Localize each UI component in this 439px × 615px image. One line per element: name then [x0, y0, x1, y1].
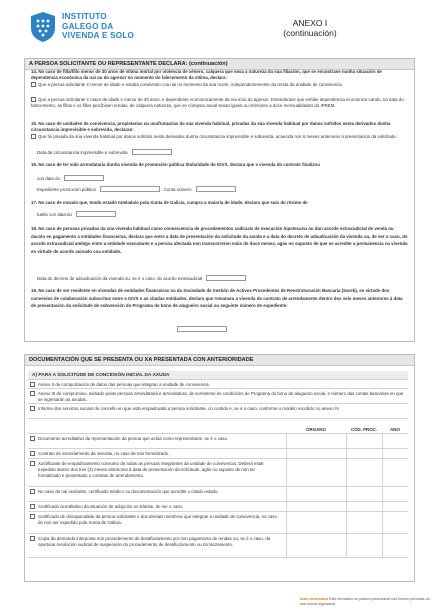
item-14-option-1-checkbox[interactable] [31, 82, 36, 87]
item-15-option-label: Que foi privada da súa vivenda habitual por danos sufridos nesta derivados dunha circunstancia imprevisible e sobrevida, acaecida nos 6 meses anteriores á presentación da solicitude. [38, 134, 398, 139]
doc-row-registration-checkbox[interactable] [30, 461, 35, 466]
annex-heading [250, 18, 370, 38]
item-15-date-row [37, 149, 408, 156]
doc-row-representation [28, 434, 408, 449]
item-16-file-label: Expediente promoción pública [37, 187, 96, 192]
coat-of-arms-icon [28, 10, 58, 44]
item-19-file-field[interactable] [177, 326, 227, 332]
doc-row-disability-cells [286, 512, 408, 533]
item-16-file-field[interactable] [100, 186, 160, 192]
item-14-option-1-label: Que a persoa solicitante é menor de idade e estaba convivindo coa nai no momento da súa morte, independentemente da renda da unidade de convivencia. [38, 82, 343, 87]
doc-row-social-report-checkbox[interactable] [30, 406, 35, 411]
documentation-subtitle-text: A) PARA A SOLICITUDE DE CONCESIÓN INICIAL DA AXUDA [32, 373, 170, 378]
doc-row-pregnancy-cells [286, 487, 408, 501]
doc-row-annex-ii-label: Anexo II de comprobación de datos das persoas que integran a unidade de convivencia. [38, 382, 210, 387]
declaration-section-title: A PERSOA SOLICITANTE OU REPRESENTANTE DECLARA: (continuación) [25, 59, 414, 70]
item-18-text: 18. No caso de persoas privadas da súa vivenda habitual como consecuencia de procedementos xudiciais de execución hipotecaria ou dun acordo extraxudicial de venda ou dación en pagamento a entidades financeiras, declara que entre a data de presentación da solicitude da axuda e a data do decreto de adxudicación da vivenda ou, de ser o caso, do acordo extraxudicial ambígo entre a entidade executante e a persoa afectada non transcorreron máis de doce meses, agás no suposto de que se acredite a permanencia na vivenda en virtude de acordo asinado coa entidade. [31, 226, 408, 254]
item-14-option-1 [31, 82, 408, 88]
item-18-date-row [37, 275, 408, 282]
item-14-option-2 [31, 97, 408, 109]
item-17-date-label: tutela con data do [37, 212, 72, 217]
doc-row-eviction [28, 534, 408, 558]
documentation-section-title: DOCUMENTACIÓN QUE SE PRESENTA OU XA PRESENTADA CON ANTERIORIDADE [25, 355, 414, 366]
col-header-proc-code: CÓD. PROC. [350, 427, 378, 432]
doc-row-pregnancy [28, 487, 408, 502]
item-15-date-label: Data da circunstancia imprevisible e sobrevida [37, 150, 128, 155]
doc-row-adoption-checkbox[interactable] [30, 504, 35, 509]
item-16-file-row [37, 186, 408, 193]
doc-row-representation-checkbox[interactable] [30, 436, 35, 441]
item-16-count-field[interactable] [196, 186, 236, 192]
item-14-option-2-checkbox[interactable] [31, 97, 36, 102]
logo-line-2: GALEGO DA [62, 21, 114, 31]
doc-row-pregnancy-label: No caso de nai vexitante, certificado médico ou documentación que acredite o citado estado. [38, 489, 219, 494]
doc-row-social-report-label: Informe dos servizos sociais do concello en que está empadroada a persoa solicitante, co contido e, se é o caso, conforme o modelo recollido no anexo IV. [38, 406, 340, 411]
item-16-count-label: . Conta número [161, 187, 192, 192]
annex-subtitle: (continuación) [283, 28, 337, 38]
item-15-option [31, 134, 408, 140]
doc-row-annex-iii-label: Anexo III de compromiso, asinado polas persoas arrendataria e arrendadora, de someterse ás condicións do Programa do bono de alugueiro social, e número das contas bancarias en que se ingresarán as axudas. [38, 391, 404, 402]
doc-column-header-cells [286, 425, 408, 433]
item-19-file-field-wrap [177, 318, 227, 336]
doc-row-lease-checkbox[interactable] [30, 451, 35, 456]
igvs-logo [28, 10, 178, 50]
item-14-option-2-label: Que a persoa solicitante é maior de idade e menor de 30 anos, e dependente economicamente da nai e/ou do agresor. Entenderase que exhibe dependencia económica cando, na data do falecemento, as fillas e os fillos percibisen rendas, de calquera natureza, que en cómputo anual sexan iguais ou inferiores a doce mensualidades do IPREM. [31, 97, 404, 109]
annex-title: ANEXO I [292, 18, 328, 28]
item-18-date-label: Data do decreto de adxudicación da vivenda ou, se é o caso, do acordo extraxudicial [37, 276, 203, 281]
item-16-date-label: con data do [37, 176, 60, 181]
doc-column-headers [28, 425, 408, 434]
item-15-date-field[interactable] [132, 149, 172, 155]
footer-note [300, 597, 430, 606]
item-14-text: 14. No caso de filla/fillo menor de 30 anos de vítima mortal por violencia de xénero, calquera que sexa a natureza da súa filiación, que se encontrase nunha situación de dependencia económica da nai ou do agresor no momento do falecemento da vítima, declara: [31, 69, 382, 81]
doc-row-disability-checkbox[interactable] [30, 514, 35, 519]
footer-text: Este formulario só poderá presentarse nas formas previstas na súa norma reguladora [300, 597, 430, 606]
doc-row-lease [28, 449, 408, 459]
doc-row-registration-label: Xustificante de empadroamento conxunto de todas as persoas integrantes da unidade de convivencia. Deberá estar expedido dentro dos tres (3) meses anteriores á data de presentación da solicitude, agás no suposto de non ter formalizado e presentado o contrato de arrendamento. [38, 461, 264, 478]
doc-row-annex-iii [28, 389, 408, 404]
doc-row-representation-cells [286, 434, 408, 448]
doc-row-eviction-cells [286, 534, 408, 557]
doc-row-pregnancy-checkbox[interactable] [30, 489, 35, 494]
doc-row-eviction-label: Copia da demanda interposta nun procedemento de desafiuzamento por non pagamento de rendas ou, se é o caso, da oportuna resolución xudicial de suspensión do procedemento de desafiuzamento ou do lanzamento. [38, 536, 271, 547]
item-15-checkbox[interactable] [31, 134, 36, 139]
sede-electronica-brand[interactable]: sede electrónica [300, 597, 329, 601]
item-19-text: 19. No caso de ser residente en vivendas de entidades financeiras ou da Sociedade de Xestión de Activos Procedentes de Reestruturación Bancaria (Sareb), en virtude dos convenios de colaboración subscritos entre o IGVS e as citadas entidades, declara que remataou a vivenda do contrato de arrendamento dentro dos seis meses anteriores á data de presentación da solicitude de subvención do Programa do bono de alugueiro social ou seguinte número de expediente: [31, 288, 403, 309]
doc-row-social-report [28, 404, 408, 419]
doc-row-disability [28, 512, 408, 534]
item-17-date-field[interactable] [76, 211, 116, 217]
item-17-date-row [37, 211, 408, 218]
doc-row-representation-label: Documento acreditativo da representación da persoa que actúa como representante, se é o caso. [38, 436, 229, 441]
logo-line-1: INSTITUTO [62, 12, 107, 21]
item-18-date-field[interactable] [206, 275, 246, 281]
doc-row-adoption [28, 502, 408, 512]
doc-row-annex-ii-checkbox[interactable] [30, 382, 35, 387]
item-16-text: 16. No caso de ter sido arrendataria dunha vivenda de promoción pública titularidade do IGVS, declara que a vivenda do contrato finalizou [31, 162, 320, 167]
doc-row-registration-cells [286, 459, 408, 486]
doc-row-annex-ii [28, 380, 408, 389]
doc-row-adoption-label: Certificado acreditativo da situación de adopción en trámite, de ser o caso. [38, 504, 184, 509]
doc-row-eviction-checkbox[interactable] [30, 536, 35, 541]
documentation-subtitle [28, 371, 408, 380]
col-header-organ: ÓRGANO [306, 427, 326, 432]
logo-line-3: VIVENDA E SOLO [62, 31, 135, 40]
doc-row-annex-iii-checkbox[interactable] [30, 391, 35, 396]
item-16-date-row [37, 175, 408, 182]
doc-row-lease-cells [286, 449, 408, 458]
doc-row-lease-label: Contrato de arrendamento da vivenda, no caso de telo formalizado. [38, 451, 170, 456]
declaration-section [24, 58, 415, 342]
item-17-text: 17. No caso de moza/o que, tendo estado tutelada/o pola Xunta de Galicia, cumpra a maioría de idade, declara que saíu do réxime de [31, 200, 308, 205]
doc-row-disability-label: Certificado de discapacidade da persoa solicitante e dos demais membros que integran a unidade de convivencia, no caso de non ser expedido pola Xunta de Galicia. [38, 514, 277, 525]
item-16-date-field[interactable] [64, 175, 104, 181]
doc-row-registration [28, 459, 408, 487]
doc-row-adoption-cells [286, 502, 408, 511]
item-15-text: 15. No caso de unidades de convivencia, propietarias ou usufrutuarias da súa vivenda habitual, privadas da súa vivenda habitual por danos sufridos nesta derivados dunha circunstancia imprevisible e sobrevida, declaran: [31, 121, 391, 133]
col-header-year: ANO [390, 427, 400, 432]
